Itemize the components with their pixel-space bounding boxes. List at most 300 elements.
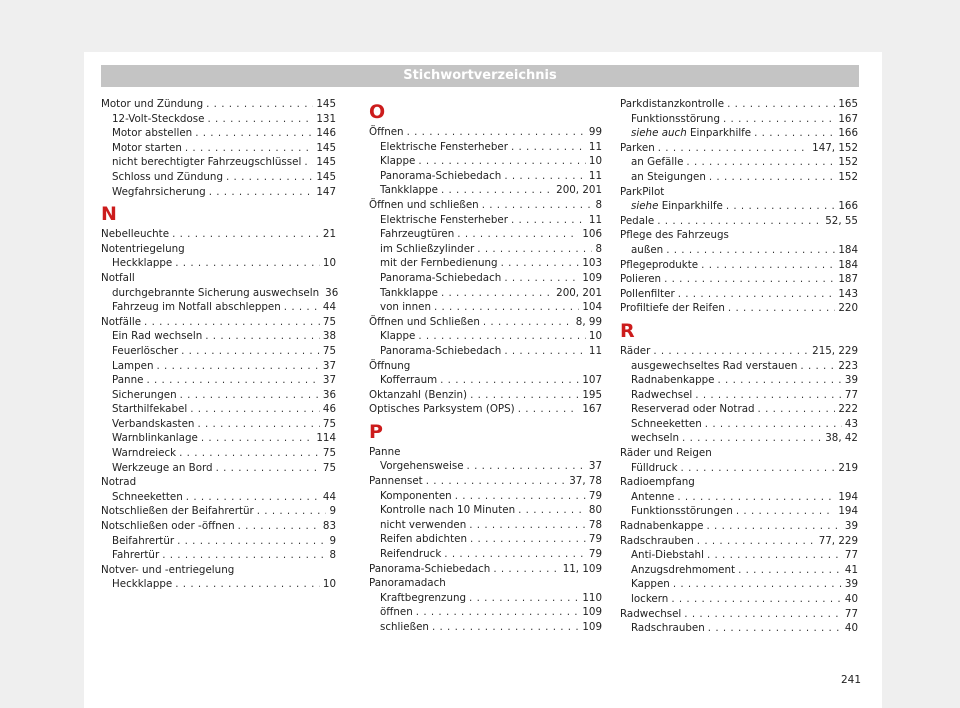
dot-leader	[434, 300, 579, 315]
dot-leader	[444, 547, 586, 562]
index-entry-text: Vorgehensweise	[380, 460, 464, 473]
index-entry-page: 194	[838, 490, 858, 503]
dot-leader	[707, 548, 842, 563]
index-entry	[101, 402, 336, 417]
index-entry	[620, 258, 858, 273]
index-entry-page: 143	[838, 287, 858, 300]
index-entry	[101, 359, 336, 374]
dot-leader	[226, 170, 313, 185]
index-entry-term	[112, 344, 178, 359]
index-entry-term	[380, 213, 508, 228]
index-entry-page: 43	[844, 417, 858, 430]
index-entry-page: 38, 42	[825, 432, 858, 445]
index-entry-page: 39	[844, 374, 858, 387]
index-entry-term	[112, 446, 176, 461]
index-entry-term	[620, 97, 724, 112]
dot-leader	[477, 242, 592, 257]
index-entry-text: Motor und Zündung	[101, 98, 204, 110]
dot-leader	[177, 534, 326, 549]
index-entry-page: 75	[322, 344, 336, 357]
index-entry-text: Radschrauben	[620, 534, 694, 547]
index-entry-term	[112, 112, 204, 127]
index-entry	[620, 344, 858, 359]
index-entry-page: 79	[588, 548, 602, 561]
index-entry-page: 39	[844, 520, 858, 533]
index-entry	[369, 256, 602, 271]
index-entry	[369, 518, 602, 533]
index-entry-reference: siehe auch	[631, 127, 687, 140]
index-entry-text: Kontrolle nach 10 Minuten	[380, 504, 516, 517]
index-entry-page: 9	[329, 534, 336, 547]
index-entry-page: 222	[838, 403, 858, 416]
index-entry-page: 75	[322, 315, 336, 328]
index-entry-page: 166	[838, 127, 858, 140]
dot-leader	[209, 185, 314, 200]
index-entry	[369, 242, 602, 257]
index-heading: Notver- und -entriegelung	[101, 563, 235, 576]
index-entry-text: Kofferraum	[380, 374, 438, 387]
index-entry-term	[631, 155, 683, 170]
index-entry-text: im Schließzylinder	[380, 242, 475, 255]
index-entry-page: 220	[838, 302, 858, 315]
index-entry-term	[101, 97, 203, 112]
index-entry-page: 37	[322, 374, 336, 387]
index-entry-page: 184	[838, 243, 858, 256]
index-entry	[620, 461, 858, 476]
dot-leader	[190, 402, 320, 417]
index-section-letter: R	[620, 319, 635, 342]
index-entry-text: Motor abstellen	[112, 127, 193, 140]
index-entry	[369, 286, 602, 301]
index-entry-term	[620, 272, 661, 287]
index-entry-text: Fülldruck	[631, 461, 678, 474]
index-heading: Radioempfang	[620, 476, 695, 489]
index-entry-page: 145	[316, 156, 336, 169]
index-entry-page: 106	[582, 228, 602, 241]
index-entry-text: Einparkhilfe	[686, 127, 752, 140]
dot-leader	[709, 170, 835, 185]
index-entry-page: 109	[582, 606, 602, 619]
dot-leader	[673, 577, 842, 592]
index-entry	[101, 504, 336, 519]
index-section-letter: P	[369, 420, 383, 443]
index-entry	[101, 300, 336, 315]
index-entry	[101, 329, 336, 344]
index-entry	[101, 548, 336, 563]
index-entry	[620, 490, 858, 505]
index-entry	[620, 431, 858, 446]
index-entry-term	[620, 287, 675, 302]
dot-leader	[677, 490, 835, 505]
index-entry-page: 80	[588, 504, 602, 517]
index-entry	[369, 125, 602, 140]
index-entry	[369, 503, 602, 518]
index-entry-text: Elektrische Fensterheber	[380, 140, 508, 153]
index-entry-term	[631, 359, 797, 374]
index-entry-term	[112, 577, 172, 592]
index-entry-text: Panorama-Schiebedach	[380, 344, 502, 357]
dot-leader	[416, 605, 580, 620]
index-entry-page: 36	[325, 286, 339, 299]
index-entry-term	[112, 548, 159, 563]
dot-leader	[697, 534, 816, 549]
dot-leader	[186, 490, 320, 505]
index-entry-text: Klappe	[380, 330, 416, 343]
index-entry-term	[380, 489, 452, 504]
dot-leader	[678, 287, 836, 302]
index-entry-page: 114	[316, 432, 336, 445]
index-entry	[620, 199, 858, 214]
index-heading: Räder und Reigen	[620, 447, 712, 460]
dot-leader	[195, 126, 313, 141]
dot-leader	[518, 503, 586, 518]
index-entry-term	[620, 301, 725, 316]
dot-leader	[207, 112, 313, 127]
index-entry-page: 152	[838, 170, 858, 183]
index-entry-term	[380, 547, 441, 562]
index-entry-text: Anti-Diebstahl	[631, 549, 704, 562]
index-entry-text: von innen	[380, 301, 431, 314]
index-entry-text: Fahrertür	[112, 549, 160, 562]
index-entry	[620, 388, 858, 403]
dot-leader	[800, 359, 835, 374]
index-entry	[369, 154, 602, 169]
index-entry-page: 10	[322, 578, 336, 591]
index-entry	[101, 185, 336, 200]
index-entry-term	[380, 242, 474, 257]
index-entry-page: 194	[838, 505, 858, 518]
dot-leader	[728, 301, 835, 316]
index-entry-text: schließen	[380, 621, 429, 633]
index-entry-page: 147	[316, 185, 336, 198]
index-entry-term	[620, 141, 655, 156]
index-entry	[620, 607, 858, 622]
index-entry-term	[112, 417, 194, 432]
index-entry	[369, 169, 602, 184]
index-entry-term	[380, 300, 431, 315]
index-entry-term	[380, 169, 501, 184]
index-entry-term	[112, 359, 153, 374]
index-entry-page: 37	[322, 359, 336, 372]
index-entry-text: Einparkhilfe	[658, 200, 723, 213]
dot-leader	[504, 271, 579, 286]
index-heading: Panne	[369, 445, 401, 458]
dot-leader	[666, 243, 835, 258]
index-entry	[369, 227, 602, 242]
index-entry-text: Räder	[620, 344, 651, 357]
index-entry-term	[112, 300, 281, 315]
index-entry	[369, 388, 602, 403]
index-entry-text: Nebelleuchte	[101, 228, 170, 241]
index-entry-term	[631, 461, 678, 476]
dot-leader	[418, 329, 586, 344]
dot-leader	[684, 607, 842, 622]
index-entry-page: 9	[329, 505, 336, 518]
index-entry-page: 37	[588, 460, 602, 473]
index-entry-term	[631, 417, 702, 432]
index-entry	[369, 344, 602, 359]
index-entry-term	[631, 621, 705, 636]
index-entry-term	[380, 140, 508, 155]
index-entry-text: Reserverad oder Notrad	[631, 403, 755, 416]
dot-leader	[284, 300, 320, 315]
index-entry-page: 11, 109	[562, 562, 602, 575]
index-entry	[369, 329, 602, 344]
dot-leader	[179, 446, 320, 461]
index-entry-text: Sicherungen	[112, 388, 177, 401]
index-entry-text: Ein Rad wechseln	[112, 330, 203, 343]
index-entry	[620, 155, 858, 170]
dot-leader	[664, 272, 835, 287]
index-entry	[369, 532, 602, 547]
dot-leader	[718, 373, 842, 388]
index-entry-page: 75	[322, 447, 336, 460]
index-entry-page: 40	[844, 593, 858, 605]
index-entry-page: 131	[316, 112, 336, 125]
index-entry	[101, 431, 336, 446]
index-entry-page: 109	[582, 621, 602, 633]
index-entry-term	[380, 605, 413, 620]
dot-leader	[467, 459, 586, 474]
dot-leader	[201, 431, 313, 446]
index-entry-text: Lampen	[112, 359, 154, 372]
index-entry-page: 109	[582, 271, 602, 284]
index-entry-text: Fahrzeugtüren	[380, 228, 455, 241]
dot-leader	[483, 315, 573, 330]
index-entry-term	[631, 402, 755, 417]
index-entry-page: 167	[582, 403, 602, 416]
index-entry-page: 39	[844, 578, 858, 591]
index-entry	[369, 213, 602, 228]
index-entry-text: außen	[631, 243, 664, 256]
index-entry-page: 77	[844, 388, 858, 401]
index-entry-page: 75	[322, 417, 336, 430]
dot-leader	[726, 199, 836, 214]
dot-leader	[501, 256, 580, 271]
dot-leader	[455, 489, 586, 504]
index-entry-term	[112, 388, 177, 403]
index-entry-text: lockern	[631, 593, 669, 605]
index-entry-text: Panne	[112, 374, 144, 387]
page-number: 241	[840, 674, 861, 686]
dot-leader	[441, 286, 553, 301]
index-entry-text: Pollenfilter	[620, 287, 675, 300]
index-entry-text: Polieren	[620, 273, 662, 286]
index-entry	[620, 534, 858, 549]
index-entry-page: 165	[838, 98, 858, 110]
index-entry-text: Notschließen oder -öffnen	[101, 520, 235, 533]
index-entry-text: Funktionsstörungen	[631, 505, 733, 518]
dot-leader	[216, 461, 320, 476]
index-entry	[620, 272, 858, 287]
index-entry-term	[380, 329, 415, 344]
index-entry-text: Öffnen und schließen	[369, 198, 479, 211]
index-entry-page: 8	[329, 549, 336, 562]
index-entry	[620, 402, 858, 417]
index-entry-page: 107	[582, 374, 602, 387]
index-entry-text: Warnblinkanlage	[112, 432, 198, 445]
index-entry-term	[112, 170, 223, 185]
index-entry-term	[631, 199, 723, 214]
dot-leader	[727, 97, 835, 112]
index-entry	[101, 373, 336, 388]
index-entry-term	[369, 125, 404, 140]
index-entry-page: 52, 55	[825, 214, 858, 227]
index-entry	[101, 388, 336, 403]
index-heading: ParkPilot	[620, 185, 665, 198]
index-entry-page: 40	[844, 622, 858, 635]
index-entry	[101, 417, 336, 432]
index-entry	[101, 141, 336, 156]
index-entry	[620, 621, 858, 636]
index-entry-text: nicht verwenden	[380, 518, 467, 531]
index-entry	[369, 459, 602, 474]
dot-leader	[181, 344, 320, 359]
dot-leader	[681, 461, 836, 476]
index-heading: Panoramadach	[369, 577, 446, 590]
index-entry-text: Kraftbegrenzung	[380, 591, 467, 604]
index-entry-page: 145	[316, 98, 336, 110]
dot-leader	[653, 344, 809, 359]
index-entry-text: Funktionsstörung	[631, 112, 720, 125]
dot-leader	[206, 97, 313, 112]
index-entry-page: 146	[316, 127, 336, 140]
index-entry-page: 36	[322, 388, 336, 401]
dot-leader	[440, 373, 579, 388]
index-entry-term	[112, 534, 174, 549]
dot-leader	[504, 169, 586, 184]
index-entry	[369, 183, 602, 198]
index-entry-text: Radwechsel	[620, 607, 682, 620]
index-entry	[369, 315, 602, 330]
index-entry	[369, 605, 602, 620]
index-entry-page: 223	[838, 359, 858, 372]
index-heading: Öffnung	[369, 359, 411, 372]
index-entry-text: Motor starten	[112, 141, 182, 154]
index-entry-term	[101, 504, 254, 519]
index-entry-page: 219	[838, 461, 858, 474]
index-entry	[620, 563, 858, 578]
index-entry-page: 187	[838, 273, 858, 286]
index-entry	[620, 214, 858, 229]
index-entry-page: 78	[588, 518, 602, 531]
index-entry	[101, 461, 336, 476]
index-entry-page: 11	[588, 213, 602, 226]
index-entry-text: Optisches Parksystem (OPS)	[369, 403, 515, 416]
dot-leader	[658, 141, 809, 156]
index-entry	[369, 402, 602, 417]
dot-leader	[511, 140, 586, 155]
dot-leader	[407, 125, 586, 140]
index-entry-page: 79	[588, 489, 602, 502]
index-entry-text: Wegfahrsicherung	[112, 185, 206, 198]
index-entry	[369, 300, 602, 315]
index-entry-term	[380, 183, 438, 198]
index-heading: Notfall	[101, 271, 135, 284]
index-entry-page: 8, 99	[575, 315, 602, 328]
index-entry-text: Notfälle	[101, 315, 142, 328]
index-entry-text: Pannenset	[369, 475, 423, 488]
dot-leader	[707, 519, 842, 534]
index-entry	[620, 373, 858, 388]
dot-leader	[511, 213, 586, 228]
index-entry-text: mit der Fernbedienung	[380, 257, 498, 270]
index-entry-page: 46	[322, 403, 336, 416]
index-heading: Pflege des Fahrzeugs	[620, 229, 729, 242]
index-entry-page: 83	[322, 520, 336, 533]
index-entry-text: Radnabenkappe	[620, 520, 704, 533]
dot-leader	[470, 388, 579, 403]
index-entry-page: 184	[838, 258, 858, 271]
index-entry	[620, 592, 858, 607]
dot-leader	[180, 388, 320, 403]
index-entry-text: Tankklappe	[380, 286, 438, 299]
index-entry-term	[380, 154, 415, 169]
index-entry	[101, 519, 336, 534]
index-entry-term	[369, 388, 467, 403]
index-entry-text: öffnen	[380, 606, 413, 619]
index-entry-page: 75	[322, 461, 336, 474]
index-entry	[620, 97, 858, 112]
dot-leader	[695, 388, 842, 403]
index-entry-text: Klappe	[380, 155, 416, 168]
index-entry-term	[380, 286, 438, 301]
index-entry-text: nicht berechtigter Fahrzeugschlüssel	[112, 156, 302, 169]
index-entry-term	[112, 490, 183, 505]
index-entry-page: 110	[582, 591, 602, 604]
index-entry-page: 21	[322, 228, 336, 241]
index-entry	[620, 577, 858, 592]
index-entry-text: durchgebrannte Sicherung auswechseln	[112, 286, 320, 299]
dot-leader	[708, 621, 842, 636]
index-entry-page: 38	[322, 330, 336, 343]
dot-leader	[469, 518, 586, 533]
index-entry	[620, 359, 858, 374]
index-entry-term	[112, 402, 187, 417]
index-entry	[620, 112, 858, 127]
dot-leader	[238, 519, 320, 534]
index-entry-page: 200, 201	[556, 286, 602, 299]
dot-leader	[469, 591, 579, 606]
index-entry-text: Öffnen und Schließen	[369, 315, 480, 328]
dot-leader	[257, 504, 327, 519]
index-entry-term	[631, 592, 668, 607]
dot-leader	[482, 198, 593, 213]
index-entry-term	[101, 227, 169, 242]
index-entry	[101, 286, 339, 301]
index-entry-text: Parken	[620, 141, 655, 154]
index-entry	[101, 227, 336, 242]
index-entry	[101, 155, 336, 170]
index-entry	[369, 562, 602, 577]
index-column-2	[369, 97, 602, 635]
index-entry	[101, 577, 336, 592]
index-entry	[369, 271, 602, 286]
page-header-title: Stichwortverzeichnis	[101, 65, 859, 87]
index-entry-text: Pedale	[620, 214, 655, 227]
index-entry-term	[112, 185, 206, 200]
index-entry	[101, 490, 336, 505]
index-entry	[620, 519, 858, 534]
index-entry-text: Heckklappe	[112, 578, 173, 591]
index-entry-term	[620, 519, 704, 534]
index-entry-page: 44	[322, 490, 336, 503]
index-entry-page: 167	[838, 112, 858, 125]
index-entry	[620, 301, 858, 316]
index-section-letter: O	[369, 101, 386, 123]
index-entry-term	[620, 214, 654, 229]
index-entry	[620, 417, 858, 432]
